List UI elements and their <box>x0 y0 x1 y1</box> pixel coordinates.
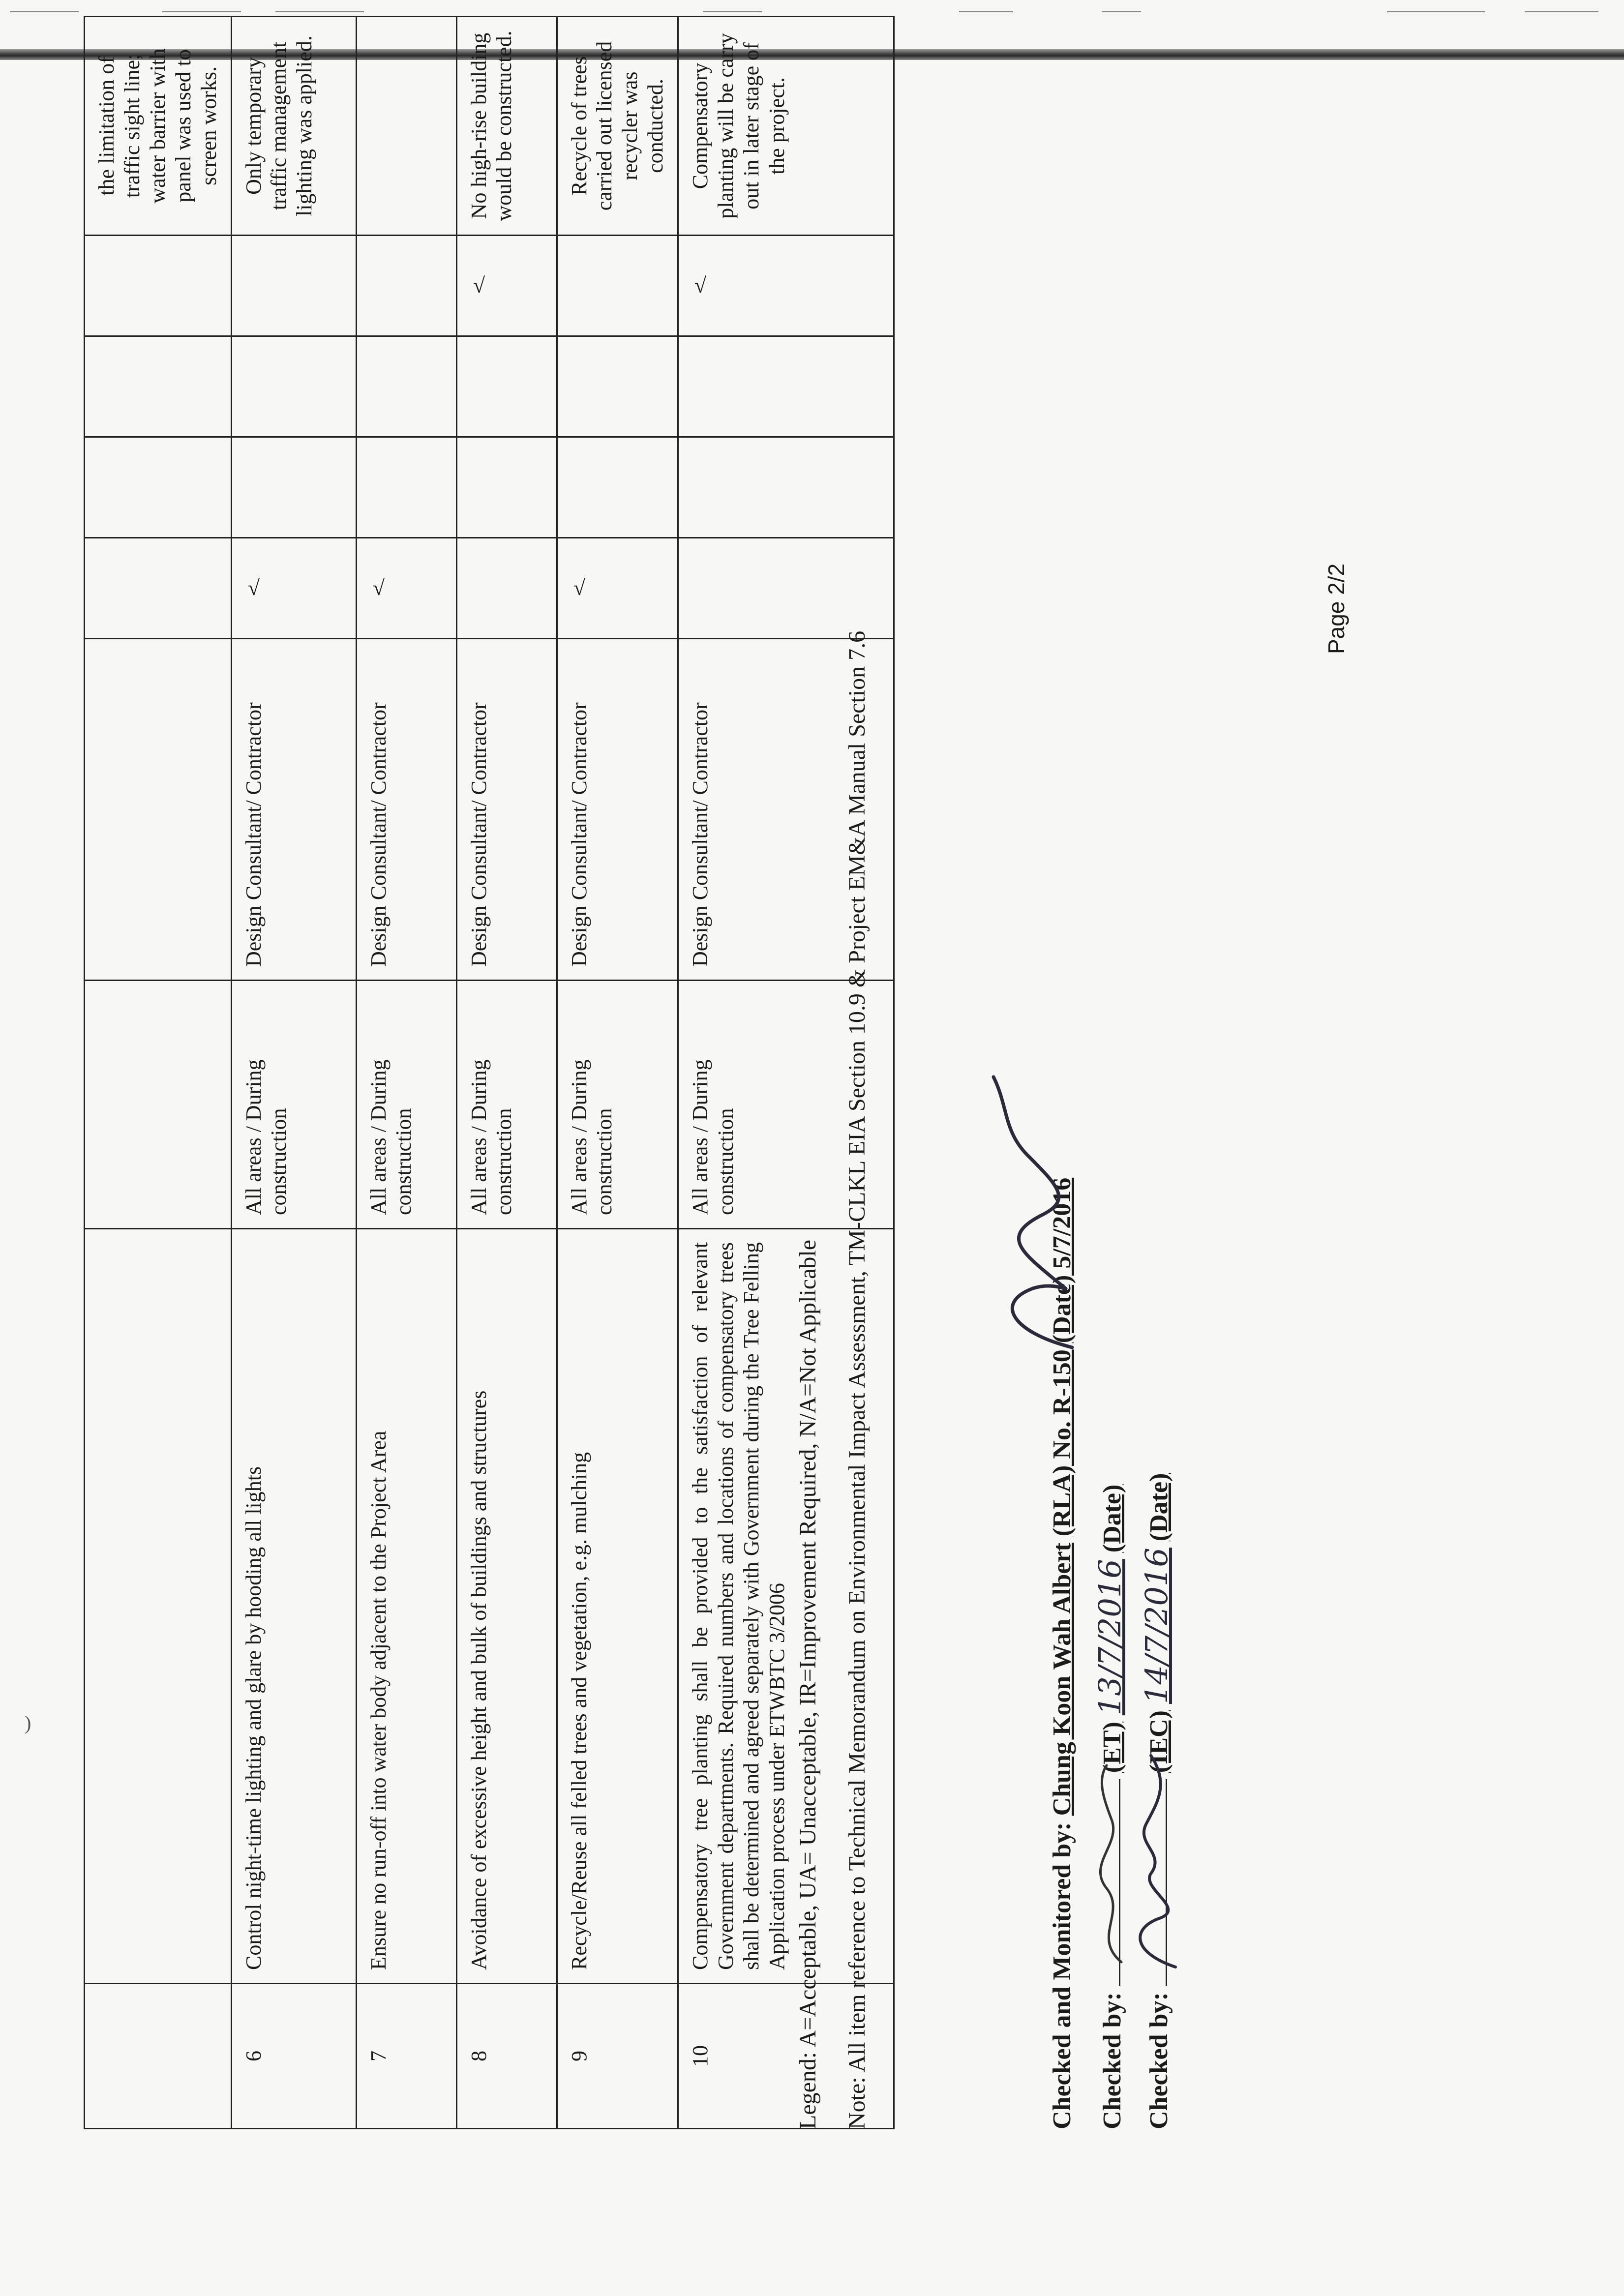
date-label: (Date) <box>1098 1484 1126 1553</box>
status-na <box>678 236 894 336</box>
table-row <box>557 17 678 2129</box>
status-a <box>231 538 356 639</box>
status-ir <box>557 336 678 437</box>
table-row <box>456 17 557 2129</box>
handwritten-signature <box>974 1067 1102 1362</box>
remarks-cell: Compensatory planting will be carry out in later stage of the project. <box>678 17 894 236</box>
tick-mark: √ <box>372 576 385 600</box>
table-row <box>85 17 232 2129</box>
item-implementer: Design Consultant/ Contractor <box>231 639 356 981</box>
status-na <box>231 236 356 336</box>
tick-mark: √ <box>694 273 707 298</box>
status-ir <box>356 336 456 437</box>
item-location: All areas / During construction <box>678 981 894 1229</box>
tick-mark: √ <box>573 576 585 600</box>
iec-date: 14/7/2016 <box>1139 1548 1174 1704</box>
iec-label: (IEC) <box>1145 1710 1173 1773</box>
table-row <box>231 17 356 2129</box>
checked-by-label: Checked by: <box>1145 1992 1173 2129</box>
remarks-cell: Only temporary traffic management lighting was applied. <box>231 17 356 236</box>
item-description: Ensure no run-off into water body adjacent to the Project Area <box>356 1229 456 1984</box>
status-ua <box>557 437 678 538</box>
et-label: (ET) <box>1098 1722 1126 1773</box>
status-ir <box>456 336 557 437</box>
status-a <box>557 538 678 639</box>
item-location: All areas / During construction <box>557 981 678 1229</box>
item-location: All areas / During construction <box>231 981 356 1229</box>
checklist-table <box>84 16 895 2129</box>
status-ua <box>356 437 456 538</box>
status-na <box>557 236 678 336</box>
remarks-cell: No high-rise building would be constructed. <box>456 17 557 236</box>
status-ua <box>456 437 557 538</box>
item-implementer: Design Consultant/ Contractor <box>456 639 557 981</box>
item-implementer: Design Consultant/ Contractor <box>557 639 678 981</box>
status-a <box>678 538 894 639</box>
page-number: Page 2/2 <box>1323 563 1349 654</box>
table-row <box>356 17 456 2129</box>
remarks-cell <box>356 17 456 236</box>
remarks-cell: Recycle of trees carried out licensed recycler was conducted. <box>557 17 678 236</box>
item-number: 8 <box>456 1984 557 2129</box>
checked-monitored-label: Checked and Monitored by: <box>1048 1822 1076 2129</box>
status-a <box>356 538 456 639</box>
status-ir <box>231 336 356 437</box>
tick-mark: √ <box>473 273 485 298</box>
item-implementer: Design Consultant/ Contractor <box>356 639 456 981</box>
item-description: Compensatory tree planting shall be provided to the satisfaction of relevant Government departments. Required numbers and locations of compensatory trees shall be determined and agreed separately with Government during the Tree Felling Application process under ETWBTC 3/2006 <box>678 1229 894 1984</box>
remarks-cell: the limitation of traffic sight line; water barrier with panel was used to screen works. <box>85 17 232 236</box>
handwritten-signature <box>1121 1751 1190 1972</box>
item-number: 7 <box>356 1984 456 2129</box>
legend: Legend: A=Acceptable, UA= Unacceptable, IR=Improvement Required, N/A=Not Applicable <box>795 1239 821 2129</box>
status-na <box>456 236 557 336</box>
reference-note: Note: All item reference to Technical Memorandum on Environmental Impact Assessment, TM-CLKL EIA Section 10.9 & Project EM&A Manual Section 7.6 <box>844 630 870 2129</box>
item-number: 9 <box>557 1984 678 2129</box>
item-number: 10 <box>678 1984 894 2129</box>
monitor-name: Chung Koon Wah Albert <box>1048 1543 1076 1816</box>
status-ua <box>231 437 356 538</box>
checked-by-label: Checked by: <box>1098 1992 1126 2129</box>
rla-number: (RLA) No. R-150 <box>1048 1349 1076 1537</box>
item-location: All areas / During construction <box>356 981 456 1229</box>
status-ua <box>678 437 894 538</box>
rotated-page <box>84 30 1436 2129</box>
date-label: (Date) <box>1145 1473 1173 1542</box>
item-number: 6 <box>231 1984 356 2129</box>
status-na <box>356 236 456 336</box>
tick-mark: √ <box>247 576 260 600</box>
item-location: All areas / During construction <box>456 981 557 1229</box>
item-description: Control night-time lighting and glare by hooding all lights <box>231 1229 356 1984</box>
rla-date: (Date) 5/7/2016 <box>1048 1177 1076 1343</box>
page-content <box>84 30 1436 2129</box>
item-implementer: Design Consultant/ Contractor <box>678 639 894 981</box>
item-description: Recycle/Reuse all felled trees and vegetation, e.g. mulching <box>557 1229 678 1984</box>
status-ir <box>678 336 894 437</box>
item-description: Avoidance of excessive height and bulk of buildings and structures <box>456 1229 557 1984</box>
margin-mark: ) <box>25 1712 31 1734</box>
status-a <box>456 538 557 639</box>
et-date: 13/7/2016 <box>1092 1559 1128 1716</box>
